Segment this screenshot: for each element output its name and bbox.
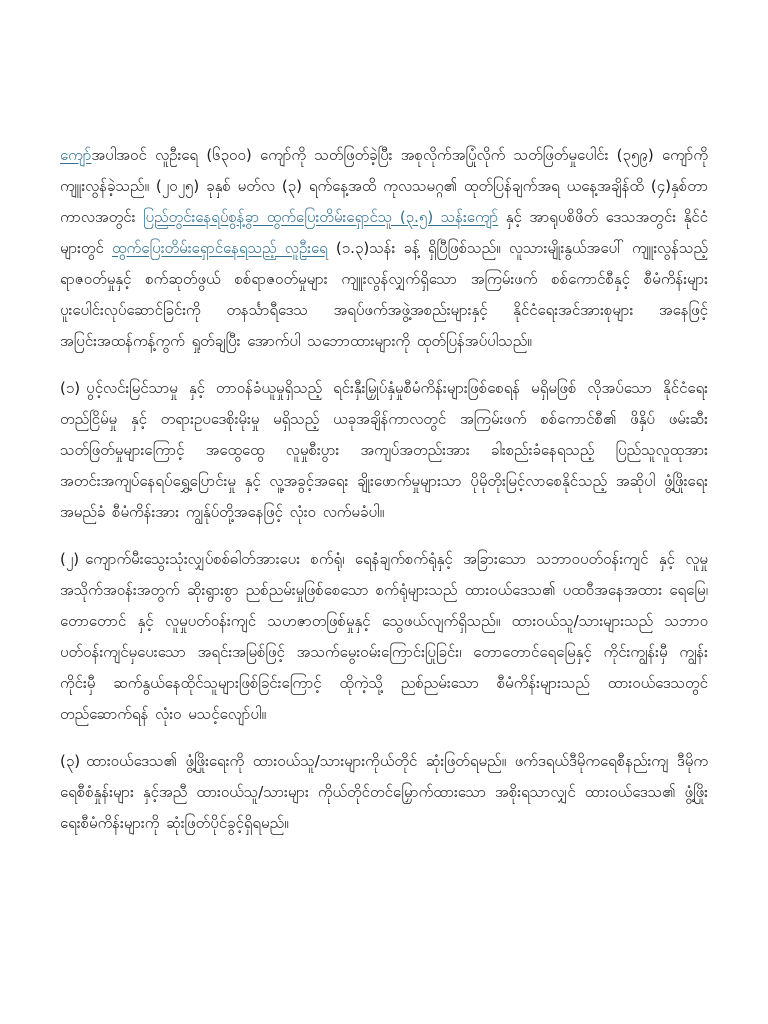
point-3-text: ထားဝယ်ဒေသ၏ ဖွံ့ဖြိုးရေးကို ထားဝယ်သူ/သားများကိုယ်တိုင် ဆုံးဖြတ်ရမည်။ ဖက်ဒရယ်ဒီမိုကရေစီနည်းကျ ဒီမိုကရေစီစံနှုန်းများ နှင့်အညီ ထားဝယ်သူ/သားများ ကိုယ်တိုင်တင်မြှောက်ထားသော အစိုးရသာလျှင် ထားဝယ်ဒေသ၏ ဖွံ့ဖြိုးရေးစီမံကိန်းများကို ဆုံးဖြတ်ပိုင်ခွင့်ရှိရမည်။ [60, 752, 708, 832]
intro-paragraph [60, 140, 708, 357]
point-2-number: (၂) [60, 550, 80, 568]
source-link-1[interactable]: ကျော် [60, 146, 92, 164]
point-3-number: (၃) [60, 752, 81, 770]
point-1-text: ပွင့်လင်းမြင်သာမှု နှင့် တာဝန်ခံယူမှုရှိသည့် ရင်းနှီးမြှုပ်နှံမှုစီမံကိန်းများဖြစ်စေရန် မရှိမဖြစ် လိုအပ်သော နိုင်ငံရေးတည်ငြိမ်မှု နှင့် တရားဥပဒေစိုးမိုးမှု မရှိသည့် ယခုအချိန်ကာလတွင် အကြမ်းဖက် စစ်ကောင်စီ၏ ဖိနှိပ် ဖမ်းဆီး သတ်ဖြတ်မှုများကြောင့် အထွေထွေ လူမှုစီးပွား အကျပ်အတည်းအား ခါးစည်းခံနေရသည့် ပြည်သူလူထုအား အတင်းအကျပ်နေရပ်ရွှေ့ပြောင်းမှု နှင့် လူ့အခွင့်အရေး ချိုးဖောက်မှုများသာ ပိုမိုတိုးမြင့်လာစေနိုင်သည့် အဆိုပါ ဖွံ့ဖြိုးရေးအမည်ခံ စီမံကိန်းအား ကျွန်ုပ်တို့အနေဖြင့် လုံးဝ လက်မခံပါ။ [60, 379, 708, 521]
idp-link[interactable]: ပြည်တွင်းနေရပ်စွန့်ခွာ ထွက်ပြေးတိမ်းရှောင်သူ (၃.၅) သန်းကျော် [142, 208, 499, 226]
point-1-number: (၁) [60, 379, 81, 397]
point-3 [60, 746, 708, 839]
point-2-text: ကျောက်မီးသွေးသုံးလျှပ်စစ်ဓါတ်အားပေး စက်ရုံ၊ ရေနံချက်စက်ရုံနှင့် အခြားသော သဘာဝပတ်ဝန်းကျင် နှင့် လူမှုအသိုက်အဝန်းအတွက် ဆိုးရွားစွာ ညစ်ညမ်းမှုဖြစ်စေသော စက်ရုံများသည် ထားဝယ်ဒေသ၏ ပထဝီအနေအထား ရေမြေ၊ တောတောင် နှင့် လူမှုပတ်ဝန်းကျင် သဟဇာတဖြစ်မှုနှင့် သွေဖယ်လျက်ရှိသည်။ ထားဝယ်သူ/သားများသည် သဘာဝပတ်ဝန်းကျင်မှပေးသော အရင်းအမြစ်ဖြင့် အသက်မွေးဝမ်းကြောင်းပြုခြင်း၊ တောတောင်ရေမြေနှင့် ကိုင်းကျွန်းမှီ ကျွန်းကိုင်းမှီ ဆက်နွယ်နေထိုင်သူများဖြစ်ခြင်းကြောင့် ထိုကဲ့သို့ ညစ်ညမ်းသော စီမံကိန်းများသည် ထားဝယ်ဒေသတွင် တည်ဆောက်ရန် လုံးဝ မသင့်လျော်ပါ။ [60, 550, 708, 723]
refugee-link[interactable]: ထွက်ပြေးတိမ်းရှောင်နေရသည့် လူဦးရေ [112, 239, 328, 257]
point-2 [60, 544, 708, 730]
intro-text-3: (၁.၃)သန်း ခန့် ရှိပြီဖြစ်သည်။ လူသားမျိုးနွယ်အပေါ် ကျူးလွန်သည့် ရာဇဝတ်မှုနှင့် စက်ဆုတ်ဖွယ် စစ်ရာဇဝတ်မှုများ ကျူးလွန်လျှက်ရှိသော အကြမ်းဖက် စစ်ကောင်စီနှင့် စီမံကိန်းများ ပူးပေါင်းလုပ်ဆောင်ခြင်းကို တနင်္သာရီဒေသ အရပ်ဖက်အဖွဲ့အစည်းများနှင့် နိုင်ငံရေးအင်အားစုများ အနေဖြင့် အပြင်းအထန်ကန့်ကွက် ရှုတ်ချပြီး အောက်ပါ သဘောထားများကို ထုတ်ပြန်အပ်ပါသည်။ [60, 239, 708, 350]
intro-text-1: အပါအဝင် လူဦးရေ (၆၃၀၀) ကျော်ကို သတ်ဖြတ်ခဲ့ပြီး အစုလိုက်အပြုံလိုက် သတ်ဖြတ်မှုပေါင်း (၃၅၉) ကျော်ကို ကျူးလွန်ခဲ့သည်။ (၂၀၂၅) ခုနှစ် မတ်လ (၃) ရက်နေ့အထိ ကုလသမဂ္ဂ၏ ထုတ်ပြန်ချက်အရ ယနေ့အချိန်ထိ (၄)နှစ်တာ ကာလအတွင်း [60, 146, 708, 226]
intro-text-2: နှင့် အာရုပစိဖိတ် ဒေသအတွင်း နိုင်ငံများတွင် [60, 208, 708, 257]
point-1 [60, 373, 708, 528]
